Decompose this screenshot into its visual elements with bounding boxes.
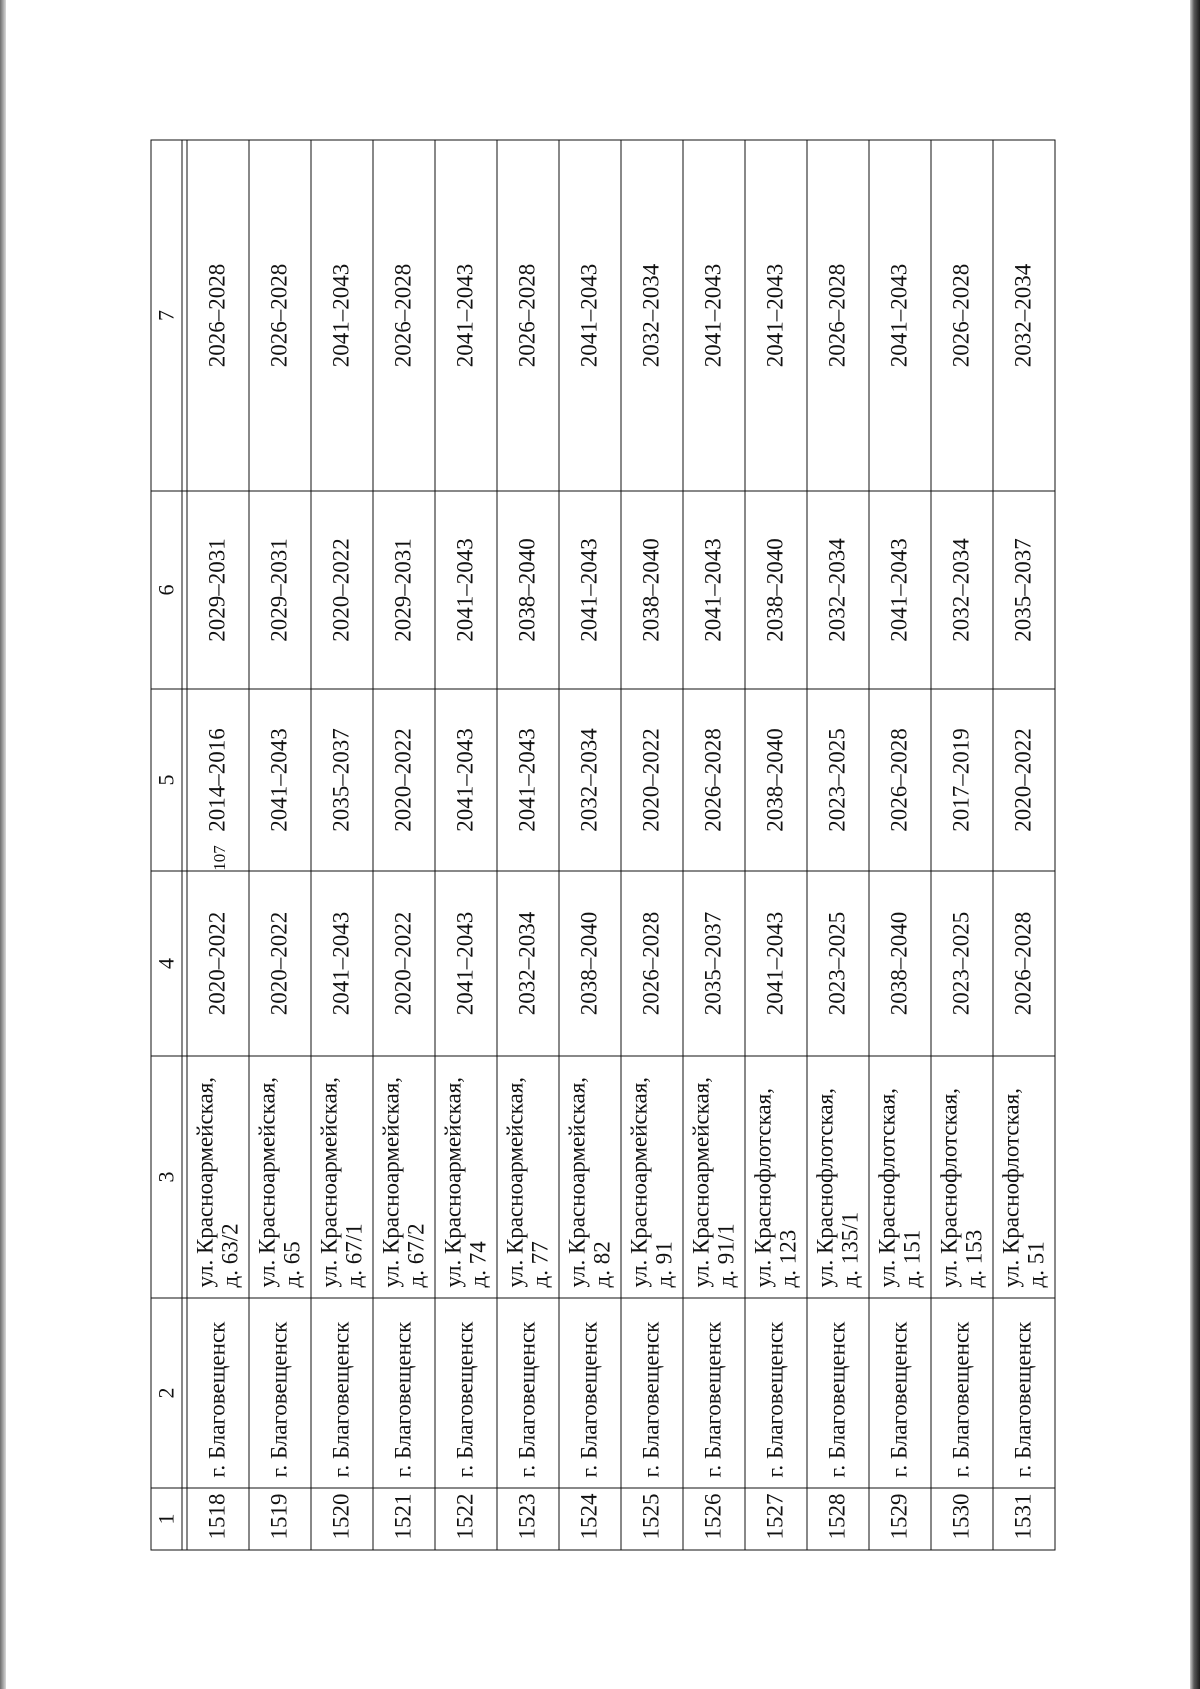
address-street: ул. Красноармейская,	[254, 1076, 280, 1287]
cell-col4: 2026–2028	[621, 871, 683, 1056]
address-street: ул. Красноармейская,	[688, 1076, 714, 1287]
cell-address	[869, 1056, 931, 1298]
cell-col5: 2014–2016	[187, 689, 249, 871]
cell-col6: 2038–2040	[745, 491, 807, 689]
cell-col5: 2041–2043	[249, 689, 311, 871]
cell-col4: 2041–2043	[435, 871, 497, 1056]
cell-col6: 2029–2031	[373, 491, 435, 689]
cell-col7: 2041–2043	[559, 140, 621, 491]
table-row	[621, 140, 683, 1550]
address-house: д. 74	[465, 1240, 490, 1287]
cell-col7: 2041–2043	[683, 140, 745, 491]
cell-number: 1518	[187, 1488, 249, 1550]
cell-col4: 2035–2037	[683, 871, 745, 1056]
table-row	[745, 140, 807, 1550]
cell-city: г. Благовещенск	[311, 1298, 373, 1488]
header-cell-2: 2	[151, 1298, 182, 1488]
cell-col6: 2038–2040	[621, 491, 683, 689]
cell-col6: 2032–2034	[807, 491, 869, 689]
address-street: ул. Красноармейская,	[564, 1076, 590, 1287]
table-row	[869, 140, 931, 1550]
cell-number: 1526	[683, 1488, 745, 1550]
address-street: ул. Краснофлотская,	[812, 1087, 838, 1287]
cell-col7: 2026–2028	[373, 140, 435, 491]
table-row	[497, 140, 559, 1550]
header-cell-3: 3	[151, 1056, 182, 1298]
cell-col4: 2032–2034	[497, 871, 559, 1056]
cell-col7: 2041–2043	[435, 140, 497, 491]
cell-number: 1520	[311, 1488, 373, 1550]
cell-city: г. Благовещенск	[373, 1298, 435, 1488]
cell-address	[559, 1056, 621, 1298]
cell-col7: 2026–2028	[249, 140, 311, 491]
cell-city: г. Благовещенск	[187, 1298, 249, 1488]
address-house: д. 51	[1023, 1240, 1048, 1287]
cell-number: 1525	[621, 1488, 683, 1550]
address-street: ул. Красноармейская,	[378, 1076, 404, 1287]
cell-col5: 2032–2034	[559, 689, 621, 871]
cell-col4: 2023–2025	[931, 871, 993, 1056]
table-row	[435, 140, 497, 1550]
cell-col6: 2041–2043	[559, 491, 621, 689]
address-street: ул. Краснофлотская,	[874, 1087, 900, 1287]
cell-city: г. Благовещенск	[683, 1298, 745, 1488]
cell-address	[931, 1056, 993, 1298]
address-house: д. 82	[589, 1240, 614, 1287]
cell-city: г. Благовещенск	[745, 1298, 807, 1488]
cell-number: 1528	[807, 1488, 869, 1550]
page-number: 107	[210, 845, 229, 871]
address-house: д. 91/1	[713, 1222, 738, 1287]
cell-col6: 2041–2043	[683, 491, 745, 689]
header-cell-1: 1	[151, 1488, 182, 1550]
table-frame	[151, 140, 1056, 1550]
table-row	[683, 140, 745, 1550]
cell-number: 1530	[931, 1488, 993, 1550]
cell-col7: 2041–2043	[869, 140, 931, 491]
table-row	[311, 140, 373, 1550]
cell-col4: 2038–2040	[869, 871, 931, 1056]
address-street: ул. Красноармейская,	[626, 1076, 652, 1287]
address-house: д. 67/1	[341, 1222, 366, 1287]
cell-address	[311, 1056, 373, 1298]
cell-col6: 2020–2022	[311, 491, 373, 689]
address-house: д. 67/2	[403, 1222, 428, 1287]
address-street: ул. Краснофлотская,	[998, 1087, 1024, 1287]
table-row	[993, 140, 1055, 1550]
table-row	[373, 140, 435, 1550]
cell-col4: 2026–2028	[993, 871, 1055, 1056]
scan-edge-right	[1190, 0, 1200, 1689]
cell-address	[993, 1056, 1055, 1298]
cell-address	[373, 1056, 435, 1298]
cell-city: г. Благовещенск	[807, 1298, 869, 1488]
header-row	[151, 140, 182, 1550]
cell-city: г. Благовещенск	[249, 1298, 311, 1488]
cell-number: 1521	[373, 1488, 435, 1550]
cell-col7: 2026–2028	[807, 140, 869, 491]
table-row	[931, 140, 993, 1550]
cell-address	[497, 1056, 559, 1298]
cell-number: 1531	[993, 1488, 1055, 1550]
address-house: д. 153	[961, 1229, 986, 1287]
cell-city: г. Благовещенск	[993, 1298, 1055, 1488]
cell-col7: 2026–2028	[931, 140, 993, 491]
cell-city: г. Благовещенск	[931, 1298, 993, 1488]
address-house: д. 65	[279, 1240, 304, 1287]
table-row	[249, 140, 311, 1550]
cell-number: 1519	[249, 1488, 311, 1550]
cell-col7: 2026–2028	[187, 140, 249, 491]
header-cell-6: 6	[151, 491, 182, 689]
cell-address	[187, 1056, 249, 1298]
cell-col5: 2020–2022	[373, 689, 435, 871]
address-street: ул. Красноармейская,	[316, 1076, 342, 1287]
cell-number: 1524	[559, 1488, 621, 1550]
cell-address	[745, 1056, 807, 1298]
header-cell-5: 5	[151, 689, 182, 871]
cell-col5: 2035–2037	[311, 689, 373, 871]
cell-address	[807, 1056, 869, 1298]
cell-col5: 2023–2025	[807, 689, 869, 871]
cell-col7: 2032–2034	[621, 140, 683, 491]
table-row	[807, 140, 869, 1550]
cell-col4: 2041–2043	[311, 871, 373, 1056]
cell-city: г. Благовещенск	[497, 1298, 559, 1488]
address-street: ул. Краснофлотская,	[936, 1087, 962, 1287]
cell-number: 1522	[435, 1488, 497, 1550]
cell-city: г. Благовещенск	[435, 1298, 497, 1488]
table-row	[187, 140, 249, 1550]
cell-col4: 2038–2040	[559, 871, 621, 1056]
cell-col5: 2020–2022	[993, 689, 1055, 871]
cell-col5: 2038–2040	[745, 689, 807, 871]
cell-city: г. Благовещенск	[621, 1298, 683, 1488]
cell-col6: 2032–2034	[931, 491, 993, 689]
cell-col6: 2035–2037	[993, 491, 1055, 689]
cell-col6: 2029–2031	[187, 491, 249, 689]
address-street: ул. Красноармейская,	[440, 1076, 466, 1287]
cell-col6: 2041–2043	[869, 491, 931, 689]
address-house: д. 123	[775, 1229, 800, 1287]
cell-col6: 2029–2031	[249, 491, 311, 689]
cell-number: 1529	[869, 1488, 931, 1550]
cell-col7: 2041–2043	[745, 140, 807, 491]
cell-city: г. Благовещенск	[559, 1298, 621, 1488]
cell-col5: 2041–2043	[497, 689, 559, 871]
cell-col5: 2026–2028	[683, 689, 745, 871]
cell-col5: 2017–2019	[931, 689, 993, 871]
address-street: ул. Красноармейская,	[502, 1076, 528, 1287]
cell-address	[435, 1056, 497, 1298]
cell-address	[621, 1056, 683, 1298]
address-street: ул. Краснофлотская,	[750, 1087, 776, 1287]
register-table	[151, 139, 1056, 1550]
cell-col5: 2041–2043	[435, 689, 497, 871]
cell-col7: 2041–2043	[311, 140, 373, 491]
cell-col4: 2020–2022	[373, 871, 435, 1056]
cell-address	[683, 1056, 745, 1298]
table-body	[151, 140, 1055, 1550]
cell-col5: 2026–2028	[869, 689, 931, 871]
cell-col4: 2020–2022	[249, 871, 311, 1056]
cell-col4: 2020–2022	[187, 871, 249, 1056]
cell-address	[249, 1056, 311, 1298]
table-row	[559, 140, 621, 1550]
cell-col7: 2026–2028	[497, 140, 559, 491]
address-house: д. 77	[527, 1240, 552, 1287]
address-house: д. 151	[899, 1229, 924, 1287]
cell-col6: 2041–2043	[435, 491, 497, 689]
address-house: д. 135/1	[837, 1211, 862, 1287]
cell-number: 1523	[497, 1488, 559, 1550]
cell-col6: 2038–2040	[497, 491, 559, 689]
cell-col4: 2023–2025	[807, 871, 869, 1056]
cell-col4: 2041–2043	[745, 871, 807, 1056]
cell-number: 1527	[745, 1488, 807, 1550]
address-house: д. 63/2	[217, 1222, 242, 1287]
address-house: д. 91	[651, 1240, 676, 1287]
header-cell-4: 4	[151, 871, 182, 1056]
cell-col7: 2032–2034	[993, 140, 1055, 491]
address-street: ул. Красноармейская,	[192, 1076, 218, 1287]
header-cell-7: 7	[151, 140, 182, 491]
scan-edge-left	[0, 0, 6, 1689]
cell-city: г. Благовещенск	[869, 1298, 931, 1488]
cell-col5: 2020–2022	[621, 689, 683, 871]
